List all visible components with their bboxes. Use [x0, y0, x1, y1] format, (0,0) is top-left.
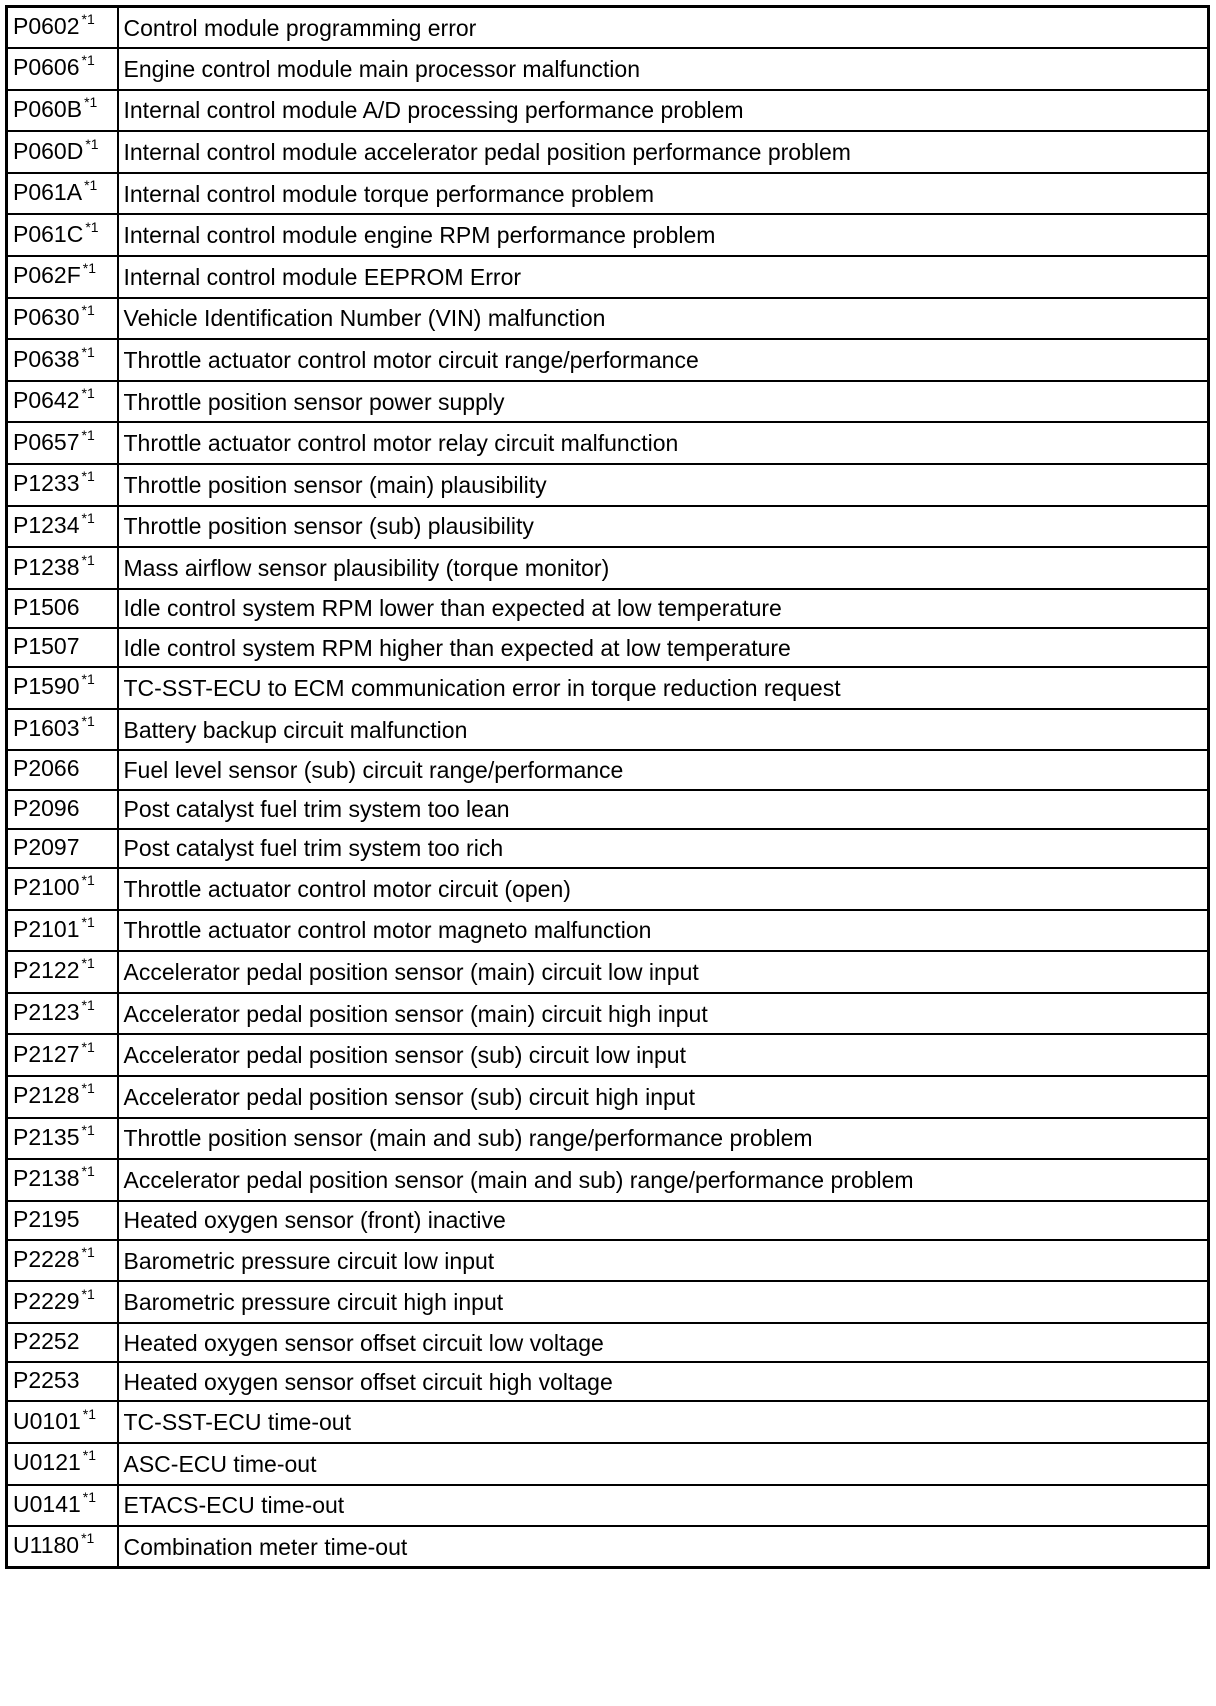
- dtc-code: P1507: [13, 633, 80, 660]
- table-row: [7, 1281, 1209, 1323]
- dtc-code-cell: [7, 131, 118, 173]
- dtc-description: ETACS-ECU time-out: [118, 1485, 1209, 1527]
- table-row: [7, 1118, 1209, 1160]
- dtc-code-cell: [7, 422, 118, 464]
- dtc-footnote-marker: *1: [81, 1038, 95, 1055]
- dtc-code-cell: [7, 1323, 118, 1362]
- dtc-code-cell: [7, 547, 118, 589]
- dtc-footnote-marker: *1: [81, 913, 95, 930]
- dtc-code: P0642: [13, 387, 80, 414]
- table-row: [7, 464, 1209, 506]
- dtc-footnote-marker: *1: [81, 955, 95, 972]
- table-row: [7, 1362, 1209, 1401]
- table-row: [7, 589, 1209, 628]
- dtc-table-body: [7, 7, 1209, 1568]
- dtc-footnote-marker: *1: [81, 872, 95, 889]
- dtc-description: Heated oxygen sensor offset circuit low voltage: [118, 1323, 1209, 1362]
- dtc-description: Combination meter time-out: [118, 1526, 1209, 1568]
- dtc-code: P0606: [13, 54, 80, 81]
- dtc-footnote-marker: *1: [81, 671, 95, 688]
- table-row: [7, 339, 1209, 381]
- dtc-code-cell: [7, 993, 118, 1035]
- dtc-code: P2128: [13, 1082, 80, 1109]
- dtc-code: P1506: [13, 593, 80, 620]
- dtc-footnote-marker: *1: [81, 997, 95, 1014]
- dtc-code: P1234: [13, 511, 80, 538]
- dtc-code-cell: [7, 951, 118, 993]
- dtc-footnote-marker: *1: [81, 11, 95, 28]
- dtc-footnote-marker: *1: [81, 52, 95, 69]
- dtc-code-cell: [7, 90, 118, 132]
- dtc-description: Accelerator pedal position sensor (main and sub) range/performance problem: [118, 1159, 1209, 1201]
- dtc-description: Internal control module EEPROM Error: [118, 256, 1209, 298]
- table-row: [7, 993, 1209, 1035]
- dtc-code-cell: [7, 381, 118, 423]
- dtc-description: Internal control module engine RPM performance problem: [118, 214, 1209, 256]
- dtc-description: Fuel level sensor (sub) circuit range/performance: [118, 750, 1209, 789]
- dtc-footnote-marker: *1: [84, 93, 98, 110]
- dtc-description: Accelerator pedal position sensor (main) circuit low input: [118, 951, 1209, 993]
- dtc-description: Barometric pressure circuit high input: [118, 1281, 1209, 1323]
- dtc-footnote-marker: *1: [81, 1244, 95, 1261]
- dtc-code-cell: [7, 750, 118, 789]
- dtc-code: P061A: [13, 179, 83, 206]
- dtc-code-cell: [7, 1159, 118, 1201]
- dtc-code: P2066: [13, 755, 80, 782]
- dtc-description: Accelerator pedal position sensor (sub) circuit low input: [118, 1034, 1209, 1076]
- dtc-description: Accelerator pedal position sensor (main) circuit high input: [118, 993, 1209, 1035]
- table-row: [7, 667, 1209, 709]
- dtc-code-cell: [7, 829, 118, 868]
- dtc-description: Post catalyst fuel trim system too lean: [118, 790, 1209, 829]
- table-row: [7, 48, 1209, 90]
- table-row: [7, 750, 1209, 789]
- table-row: [7, 1401, 1209, 1443]
- dtc-description: Internal control module torque performance problem: [118, 173, 1209, 215]
- dtc-footnote-marker: *1: [81, 343, 95, 360]
- dtc-footnote-marker: *1: [81, 1121, 95, 1138]
- table-row: [7, 1034, 1209, 1076]
- dtc-footnote-marker: *1: [81, 551, 95, 568]
- dtc-code-cell: [7, 1526, 118, 1568]
- dtc-code-cell: [7, 628, 118, 667]
- dtc-code: P0602: [13, 13, 80, 40]
- dtc-code: P1603: [13, 715, 80, 742]
- dtc-code: P2123: [13, 999, 80, 1026]
- dtc-footnote-marker: *1: [81, 301, 95, 318]
- table-row: [7, 1526, 1209, 1568]
- dtc-description: Throttle position sensor (main) plausibility: [118, 464, 1209, 506]
- dtc-code: P2122: [13, 957, 80, 984]
- dtc-description: Accelerator pedal position sensor (sub) circuit high input: [118, 1076, 1209, 1118]
- dtc-code-cell: [7, 1443, 118, 1485]
- dtc-table: [5, 5, 1210, 1569]
- dtc-code-cell: [7, 1034, 118, 1076]
- dtc-description: Idle control system RPM higher than expected at low temperature: [118, 628, 1209, 667]
- dtc-code: P2229: [13, 1287, 80, 1314]
- dtc-code: U1180: [13, 1532, 80, 1559]
- dtc-description: Throttle actuator control motor circuit range/performance: [118, 339, 1209, 381]
- dtc-code: P0657: [13, 428, 80, 455]
- dtc-code: P0630: [13, 303, 80, 330]
- dtc-description: Heated oxygen sensor offset circuit high voltage: [118, 1362, 1209, 1401]
- dtc-description: Internal control module A/D processing performance problem: [118, 90, 1209, 132]
- dtc-code-cell: [7, 1485, 118, 1527]
- dtc-description: Idle control system RPM lower than expected at low temperature: [118, 589, 1209, 628]
- dtc-code: P2138: [13, 1165, 80, 1192]
- dtc-code-cell: [7, 589, 118, 628]
- dtc-code-cell: [7, 1240, 118, 1282]
- dtc-code-cell: [7, 506, 118, 548]
- table-row: [7, 1159, 1209, 1201]
- table-row: [7, 547, 1209, 589]
- dtc-code: P060D: [13, 137, 84, 164]
- dtc-code: P2228: [13, 1246, 80, 1273]
- dtc-description: Engine control module main processor malfunction: [118, 48, 1209, 90]
- dtc-code: P2253: [13, 1367, 80, 1394]
- dtc-code-cell: [7, 7, 118, 49]
- dtc-footnote-marker: *1: [81, 713, 95, 730]
- dtc-description: Heated oxygen sensor (front) inactive: [118, 1201, 1209, 1240]
- dtc-description: Vehicle Identification Number (VIN) malfunction: [118, 298, 1209, 340]
- dtc-description: TC-SST-ECU time-out: [118, 1401, 1209, 1443]
- dtc-code-cell: [7, 1401, 118, 1443]
- dtc-code: P1590: [13, 673, 80, 700]
- dtc-code: P061C: [13, 220, 84, 247]
- dtc-footnote-marker: *1: [81, 426, 95, 443]
- dtc-code: P062F: [13, 262, 81, 289]
- dtc-code-cell: [7, 339, 118, 381]
- table-row: [7, 1443, 1209, 1485]
- dtc-footnote-marker: *1: [81, 1163, 95, 1180]
- dtc-code-cell: [7, 48, 118, 90]
- dtc-code-cell: [7, 709, 118, 751]
- table-row: [7, 256, 1209, 298]
- table-row: [7, 709, 1209, 751]
- dtc-description: ASC-ECU time-out: [118, 1443, 1209, 1485]
- dtc-code-cell: [7, 910, 118, 952]
- table-row: [7, 1485, 1209, 1527]
- table-row: [7, 1076, 1209, 1118]
- dtc-code: P2135: [13, 1123, 80, 1150]
- dtc-footnote-marker: *1: [81, 468, 95, 485]
- dtc-code: P2252: [13, 1328, 80, 1355]
- dtc-code: P2096: [13, 794, 80, 821]
- table-row: [7, 1323, 1209, 1362]
- dtc-code: P2097: [13, 833, 80, 860]
- dtc-code-cell: [7, 1076, 118, 1118]
- table-row: [7, 910, 1209, 952]
- dtc-code: P2100: [13, 874, 80, 901]
- table-row: [7, 214, 1209, 256]
- table-row: [7, 7, 1209, 49]
- dtc-footnote-marker: *1: [81, 1080, 95, 1097]
- dtc-code-cell: [7, 868, 118, 910]
- dtc-footnote-marker: *1: [81, 1530, 95, 1547]
- table-row: [7, 173, 1209, 215]
- table-row: [7, 381, 1209, 423]
- dtc-footnote-marker: *1: [85, 135, 99, 152]
- table-row: [7, 951, 1209, 993]
- dtc-footnote-marker: *1: [81, 1285, 95, 1302]
- dtc-description: Post catalyst fuel trim system too rich: [118, 829, 1209, 868]
- dtc-code: P2101: [13, 915, 80, 942]
- dtc-footnote-marker: *1: [82, 1405, 97, 1422]
- dtc-code-cell: [7, 667, 118, 709]
- dtc-description: Throttle position sensor power supply: [118, 381, 1209, 423]
- dtc-footnote-marker: *1: [82, 1447, 97, 1464]
- dtc-footnote-marker: *1: [81, 385, 95, 402]
- dtc-footnote-marker: *1: [82, 1488, 97, 1505]
- dtc-code-cell: [7, 298, 118, 340]
- dtc-code: U0121: [13, 1449, 81, 1476]
- dtc-description: Throttle actuator control motor magneto malfunction: [118, 910, 1209, 952]
- table-row: [7, 628, 1209, 667]
- table-row: [7, 506, 1209, 548]
- dtc-description: Barometric pressure circuit low input: [118, 1240, 1209, 1282]
- dtc-code: P0638: [13, 345, 80, 372]
- table-row: [7, 868, 1209, 910]
- table-row: [7, 1240, 1209, 1282]
- dtc-code: P060B: [13, 95, 83, 122]
- dtc-code-cell: [7, 173, 118, 215]
- dtc-code-cell: [7, 256, 118, 298]
- dtc-code-cell: [7, 464, 118, 506]
- table-row: [7, 790, 1209, 829]
- dtc-description: Throttle actuator control motor relay circuit malfunction: [118, 422, 1209, 464]
- dtc-description: Control module programming error: [118, 7, 1209, 49]
- table-row: [7, 298, 1209, 340]
- table-row: [7, 90, 1209, 132]
- dtc-footnote-marker: *1: [81, 509, 95, 526]
- dtc-code-cell: [7, 1281, 118, 1323]
- dtc-code: U0141: [13, 1490, 81, 1517]
- table-row: [7, 1201, 1209, 1240]
- dtc-footnote-marker: *1: [84, 177, 98, 194]
- dtc-description: TC-SST-ECU to ECM communication error in torque reduction request: [118, 667, 1209, 709]
- table-row: [7, 829, 1209, 868]
- dtc-code: U0101: [13, 1407, 81, 1434]
- dtc-description: Throttle position sensor (sub) plausibility: [118, 506, 1209, 548]
- dtc-description: Throttle position sensor (main and sub) range/performance problem: [118, 1118, 1209, 1160]
- dtc-code-cell: [7, 1362, 118, 1401]
- dtc-code: P2195: [13, 1205, 80, 1232]
- table-row: [7, 131, 1209, 173]
- dtc-description: Battery backup circuit malfunction: [118, 709, 1209, 751]
- dtc-code-cell: [7, 790, 118, 829]
- dtc-description: Internal control module accelerator pedal position performance problem: [118, 131, 1209, 173]
- dtc-code: P1233: [13, 470, 80, 497]
- dtc-description: Throttle actuator control motor circuit (open): [118, 868, 1209, 910]
- dtc-footnote-marker: *1: [85, 218, 99, 235]
- dtc-footnote-marker: *1: [82, 260, 96, 277]
- dtc-code: P1238: [13, 553, 80, 580]
- dtc-description: Mass airflow sensor plausibility (torque monitor): [118, 547, 1209, 589]
- dtc-code: P2127: [13, 1040, 80, 1067]
- dtc-code-cell: [7, 1201, 118, 1240]
- table-row: [7, 422, 1209, 464]
- dtc-code-cell: [7, 1118, 118, 1160]
- dtc-code-cell: [7, 214, 118, 256]
